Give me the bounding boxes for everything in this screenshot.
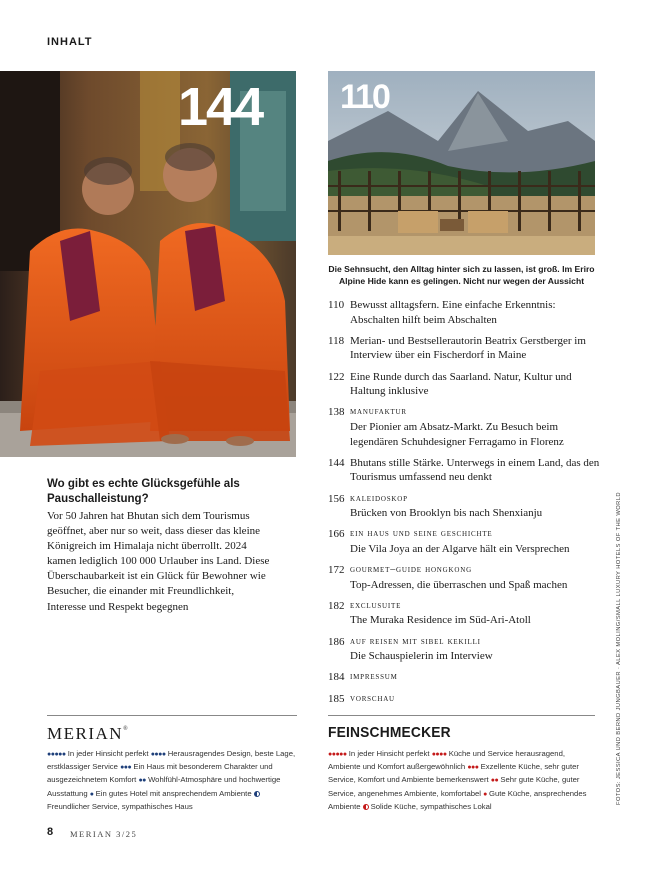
toc-kicker: ein haus und seine geschichte	[350, 528, 493, 540]
toc-entry[interactable]	[328, 527, 600, 556]
toc-kicker: auf reisen mit sibel kekilli	[350, 635, 481, 647]
feature-number-110: 110	[340, 78, 389, 116]
rating-text: In jeder Hinsicht perfekt	[67, 749, 149, 758]
toc-description: Die Schauspielerin im Interview	[350, 650, 493, 663]
rating-dots-icon: ●●●●	[150, 751, 166, 758]
photo-caption: Die Sehnsucht, den Alltag hinter sich zu lassen, ist groß. Im Eriro Alpine Hide kann es gelingen. Nicht nur wegen der Aussicht	[328, 264, 595, 286]
toc-entry[interactable]	[328, 563, 600, 592]
toc-description: Eine Runde durch das Saarland. Natur, Kultur und Haltung inklusive	[350, 370, 572, 398]
rating-text: Wohlfühl-Atmosphäre und hochwertige Ausstattung	[47, 775, 281, 798]
toc-description: Bhutans stille Stärke. Unterwegs in einem Land, das den Tourismus umfassend neu denkt	[350, 456, 600, 484]
toc-description: Merian- und Bestsellerautorin Beatrix Gerstberger im Interview über ein Fischerdorf in Maine	[350, 334, 586, 362]
divider	[47, 715, 297, 716]
rating-dots-icon: ●●●●	[431, 751, 447, 758]
rating-text: Küche und Service herausragend, Ambiente und Komfort außergewöhnlich	[328, 749, 565, 772]
toc-kicker: kaleidoskop	[350, 492, 408, 504]
rating-text: Solide Küche, sympathisches Lokal	[370, 801, 492, 811]
page-number: 8	[47, 826, 54, 838]
feinschmecker-logo: FEINSCHMECKER	[328, 724, 451, 741]
toc-page-number: 184	[328, 671, 345, 684]
issue-label: MERIAN 3/25	[70, 829, 138, 839]
toc-entry[interactable]	[328, 370, 600, 399]
toc-description: Die Vila Joya an der Algarve hält ein Versprechen	[350, 542, 570, 555]
half-dot-icon	[254, 791, 260, 797]
rating-dots-icon: ●●●	[467, 764, 479, 772]
toc-kicker: impressum	[350, 671, 398, 683]
toc-entry[interactable]	[328, 492, 600, 521]
toc-page-number: 118	[328, 334, 345, 347]
rating-dots-icon: ●●●●●	[47, 751, 66, 758]
toc-page-number: 166	[328, 528, 345, 541]
section-label: INHALT	[47, 36, 93, 48]
feature-number-144: 144	[178, 77, 263, 137]
toc-page-number: 182	[328, 599, 345, 612]
rating-dots-icon: ●	[483, 790, 487, 798]
toc-kicker: vorschau	[350, 692, 395, 704]
rating-text: Gute Küche, ansprechendes Ambiente	[328, 788, 587, 811]
half-dot-icon	[363, 804, 369, 810]
toc-description: Der Pionier am Absatz-Markt. Zu Besuch beim legendären Schuhdesigner Ferragamo in Florenz	[350, 420, 564, 448]
toc-entry[interactable]	[328, 334, 600, 363]
rating-text: Herausragendes Design, beste Lage, erstklassiger Service	[47, 749, 296, 772]
feature-body: Vor 50 Jahren hat Bhutan sich dem Tourismus geöffnet, aber nur so weit, dass dieser das kleine Königreich im Himalaja nicht überrollt. 2024 kamen lediglich 100 000 Urlauber ins Land. Diese Überschaubarkeit ist ein Glück für Bewohner wie Besucher, die einander mit Freundlichkeit, Interesse und Respekt begegnen	[47, 510, 270, 613]
rating-text: Ein gutes Hotel mit ansprechendem Ambiente	[95, 788, 252, 798]
rating-text: In jeder Hinsicht perfekt	[348, 749, 430, 758]
toc-entry[interactable]	[328, 692, 600, 707]
toc-kicker: manufaktur	[350, 406, 407, 418]
toc-description: Top-Adressen, die überraschen und Spaß machen	[350, 578, 568, 591]
toc-page-number: 185	[328, 692, 345, 705]
feature-title: Wo gibt es echte Glücksgefühle als Pauschalleistung?	[47, 478, 240, 505]
toc-description: Bewusst alltagsfern. Eine einfache Erkenntnis: Abschalten hilft beim Abschalten	[350, 299, 556, 326]
divider	[328, 715, 595, 716]
toc-page-number: 138	[328, 406, 345, 419]
rating-text: Ein Haus mit besonderem Charakter und ausgezeichnetem Komfort	[47, 762, 273, 785]
toc-page-number: 110	[328, 299, 345, 311]
rating-dots-icon: ●●●	[120, 764, 132, 772]
merian-logo: MERIAN®	[47, 724, 130, 743]
toc-entry[interactable]	[328, 456, 600, 485]
rating-text: Exzellente Küche, sehr guter Service, Komfort und Ambiente bemerkenswert	[328, 762, 579, 785]
toc-page-number: 144	[328, 456, 345, 469]
rating-text: Sehr gute Küche, guter Service, angenehmes Ambiente, komfortabel	[328, 775, 580, 798]
toc-description: The Muraka Residence im Süd-Ari-Atoll	[350, 614, 531, 627]
rating-text: Freundlicher Service, sympathisches Haus	[47, 801, 193, 811]
photo-credit: FOTOS: JESSICA UND BERND JUNGBAUER · ALEX MOLING/SMALL LUXURY HOTELS OF THE WORLD	[616, 492, 622, 805]
rating-dots-icon: ●●●●●	[328, 751, 347, 758]
toc-entry[interactable]	[328, 670, 600, 685]
toc-entry[interactable]	[328, 599, 600, 628]
toc-kicker: gourmet–guide hongkong	[350, 564, 472, 576]
toc-page-number: 172	[328, 564, 345, 577]
toc-page-number: 122	[328, 370, 345, 383]
toc-entry[interactable]	[328, 635, 600, 664]
toc-entry[interactable]	[328, 405, 600, 449]
rating-dots-icon: ●●	[138, 777, 146, 785]
toc-page-number: 186	[328, 635, 345, 648]
feinschmecker-rating-legend	[328, 748, 590, 813]
rating-dots-icon: ●	[89, 790, 94, 798]
toc-page-number: 156	[328, 492, 345, 505]
rating-dots-icon: ●●	[490, 777, 499, 785]
toc-description: Brücken von Brooklyn bis nach Shenxianju	[350, 507, 543, 520]
merian-rating-legend	[47, 748, 299, 813]
toc-kicker: exclusuite	[350, 599, 402, 611]
toc-entry[interactable]	[328, 298, 600, 327]
table-of-contents	[328, 298, 600, 713]
